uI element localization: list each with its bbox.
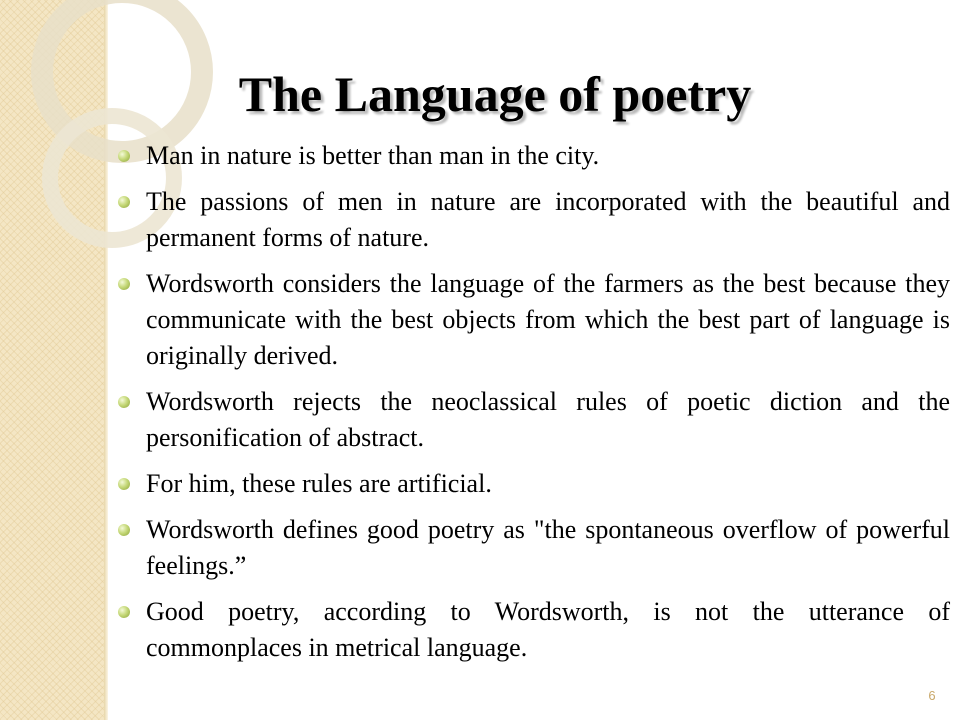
bullet-text: Wordsworth considers the language of the farmers as the best because they communicate with the best objects from which the best part of language is originally derived. (146, 269, 950, 370)
bullet-dot-icon (118, 524, 130, 536)
bullet-text: For him, these rules are artificial. (146, 469, 492, 498)
bullet-item (118, 138, 950, 174)
bullet-dot-icon (118, 478, 130, 490)
bullet-item (118, 384, 950, 456)
bullet-item (118, 184, 950, 256)
slide-title: The Language of poetry (238, 66, 752, 122)
bullet-item (118, 266, 950, 374)
bullet-item (118, 466, 950, 502)
bullet-text: Wordsworth defines good poetry as "the spontaneous overflow of powerful feelings.” (146, 515, 950, 580)
bullet-text: Wordsworth rejects the neoclassical rules of poetic diction and the personification of abstract. (146, 387, 950, 452)
bullet-dot-icon (118, 278, 130, 290)
bullet-item (118, 512, 950, 584)
bullet-text: Good poetry, according to Wordsworth, is not the utterance of commonplaces in metrical language. (146, 597, 950, 662)
bullet-text: The passions of men in nature are incorporated with the beautiful and permanent forms of nature. (146, 187, 950, 252)
bullet-dot-icon (118, 396, 130, 408)
bullet-text: Man in nature is better than man in the city. (146, 141, 600, 170)
bullet-dot-icon (118, 606, 130, 618)
bullet-dot-icon (118, 196, 130, 208)
bullet-item (118, 594, 950, 666)
bullet-list (118, 138, 950, 676)
bullet-dot-icon (118, 150, 130, 162)
page-number: 6 (928, 688, 936, 703)
